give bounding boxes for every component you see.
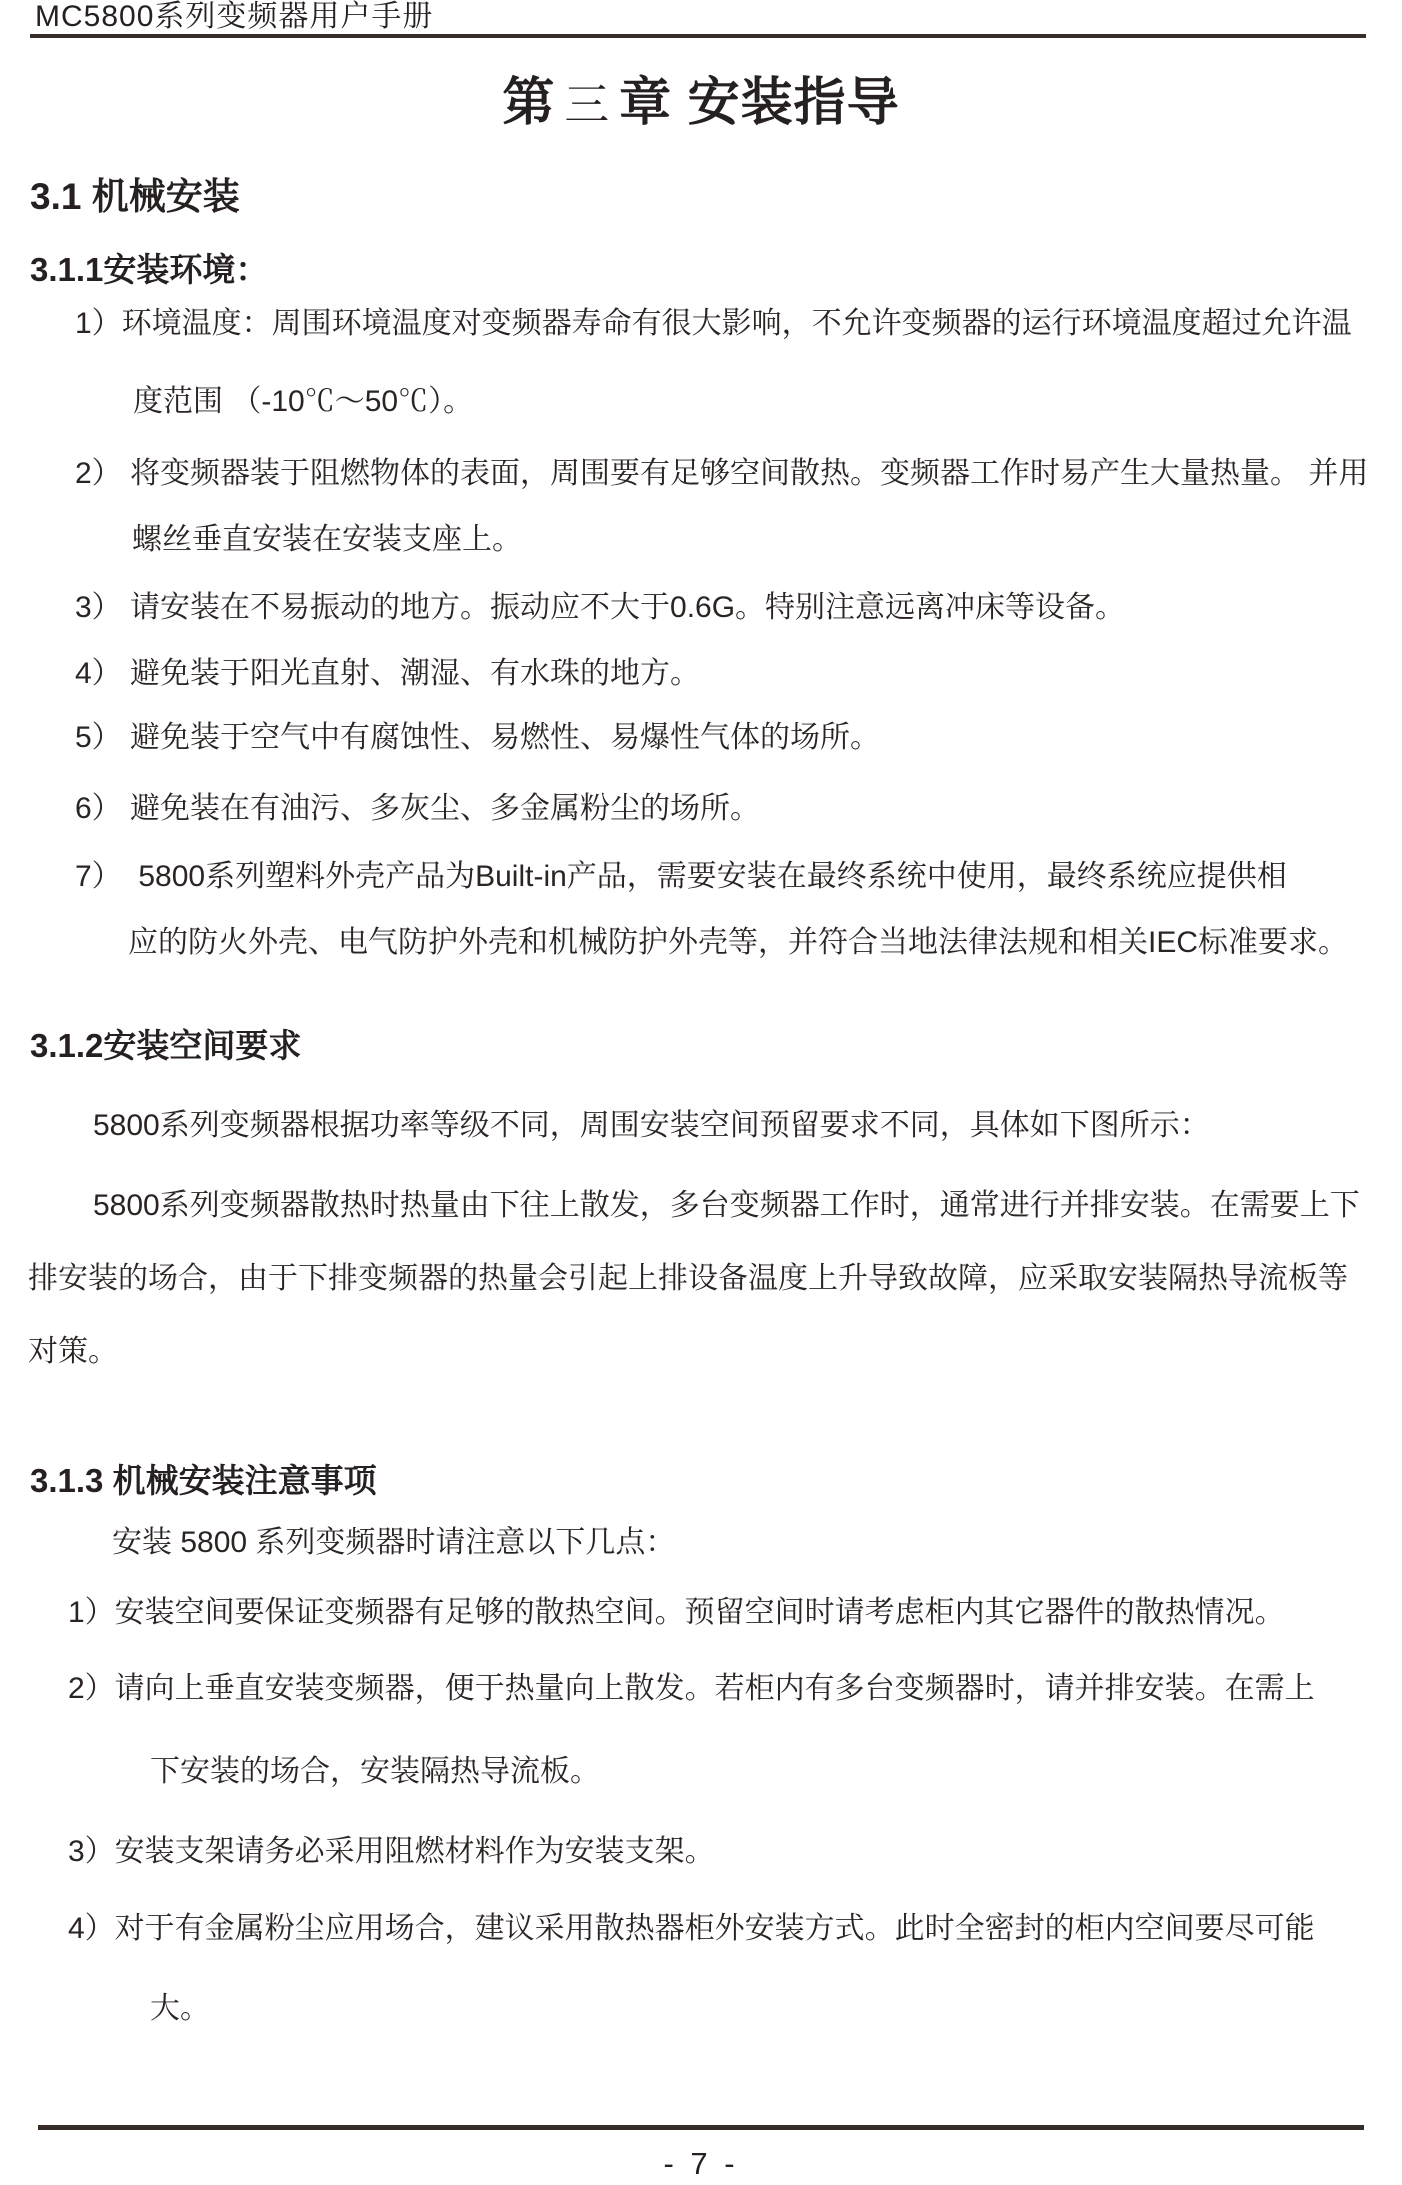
- s311-item6: 6） 避免装在有油污、多灰尘、多金属粉尘的场所。: [75, 792, 761, 825]
- section-3-1-heading: 3.1 机械安装: [30, 176, 240, 217]
- chapter-title-part1: 第: [502, 74, 556, 132]
- section-3-1-3-heading: 3.1.3 机械安装注意事项: [30, 1462, 377, 1499]
- s311-item2-line1: 2） 将变频器装于阻燃物体的表面，周围要有足够空间散热。变频器工作时易产生大量热量。 并用: [75, 457, 1369, 490]
- s311-item2-line2: 螺丝垂直安装在安装支座上。: [132, 523, 522, 556]
- page-number: - 7 -: [663, 2146, 739, 2181]
- header-rule: [30, 34, 1366, 38]
- header-title: MC5800系列变频器用户手册: [35, 0, 434, 33]
- footer-rule: [38, 2125, 1364, 2130]
- s313-item1: 1）安装空间要保证变频器有足够的散热空间。预留空间时请考虑柜内其它器件的散热情况。: [68, 1596, 1285, 1629]
- s311-item1-line1: 1）环境温度：周围环境温度对变频器寿命有很大影响，不允许变频器的运行环境温度超过允许温: [75, 307, 1352, 340]
- s313-intro: 安装 5800 系列变频器时请注意以下几点：: [112, 1526, 676, 1559]
- chapter-title: [0, 74, 1402, 134]
- s312-paragraph2-line3: 对策。: [28, 1335, 118, 1368]
- section-3-1-1-heading: 3.1.1安装环境：: [30, 251, 269, 288]
- chapter-title-part2: 三: [564, 81, 611, 130]
- s311-item3: 3） 请安装在不易振动的地方。振动应不大于0.6G。特别注意远离冲床等设备。: [75, 591, 1126, 624]
- s313-item2-line2: 下安装的场合，安装隔热导流板。: [150, 1755, 600, 1788]
- s312-paragraph1: 5800系列变频器根据功率等级不同，周围安装空间预留要求不同，具体如下图所示：: [93, 1109, 1210, 1142]
- section-3-1-2-heading: 3.1.2安装空间要求: [30, 1027, 302, 1064]
- s313-item3: 3）安装支架请务必采用阻燃材料作为安装支架。: [68, 1835, 715, 1868]
- s311-item1-line2: 度范围 （-10℃～50℃）。: [133, 385, 474, 418]
- s312-paragraph2-line1: 5800系列变频器散热时热量由下往上散发，多台变频器工作时，通常进行并排安装。在需要上下: [93, 1189, 1360, 1222]
- s313-item4-line1: 4）对于有金属粉尘应用场合，建议采用散热器柜外安装方式。此时全密封的柜内空间要尽可能: [68, 1912, 1315, 1945]
- chapter-title-part3: 章 安装指导: [619, 74, 900, 132]
- s312-paragraph2-line2: 排安装的场合，由于下排变频器的热量会引起上排设备温度上升导致故障，应采取安装隔热导流板等: [28, 1262, 1348, 1295]
- s311-item7-line2: 应的防火外壳、电气防护外壳和机械防护外壳等，并符合当地法律法规和相关IEC标准要求。: [128, 926, 1349, 959]
- s313-item2-line1: 2）请向上垂直安装变频器，便于热量向上散发。若柜内有多台变频器时，请并排安装。在需上: [68, 1672, 1315, 1705]
- s313-item4-line2: 大。: [150, 1992, 210, 2025]
- s311-item5: 5） 避免装于空气中有腐蚀性、易燃性、易爆性气体的场所。: [75, 721, 881, 754]
- s311-item7-line1: 7） 5800系列塑料外壳产品为Built-in产品，需要安装在最终系统中使用，最终系统应提供相: [75, 860, 1287, 893]
- s311-item4: 4） 避免装于阳光直射、潮湿、有水珠的地方。: [75, 657, 701, 690]
